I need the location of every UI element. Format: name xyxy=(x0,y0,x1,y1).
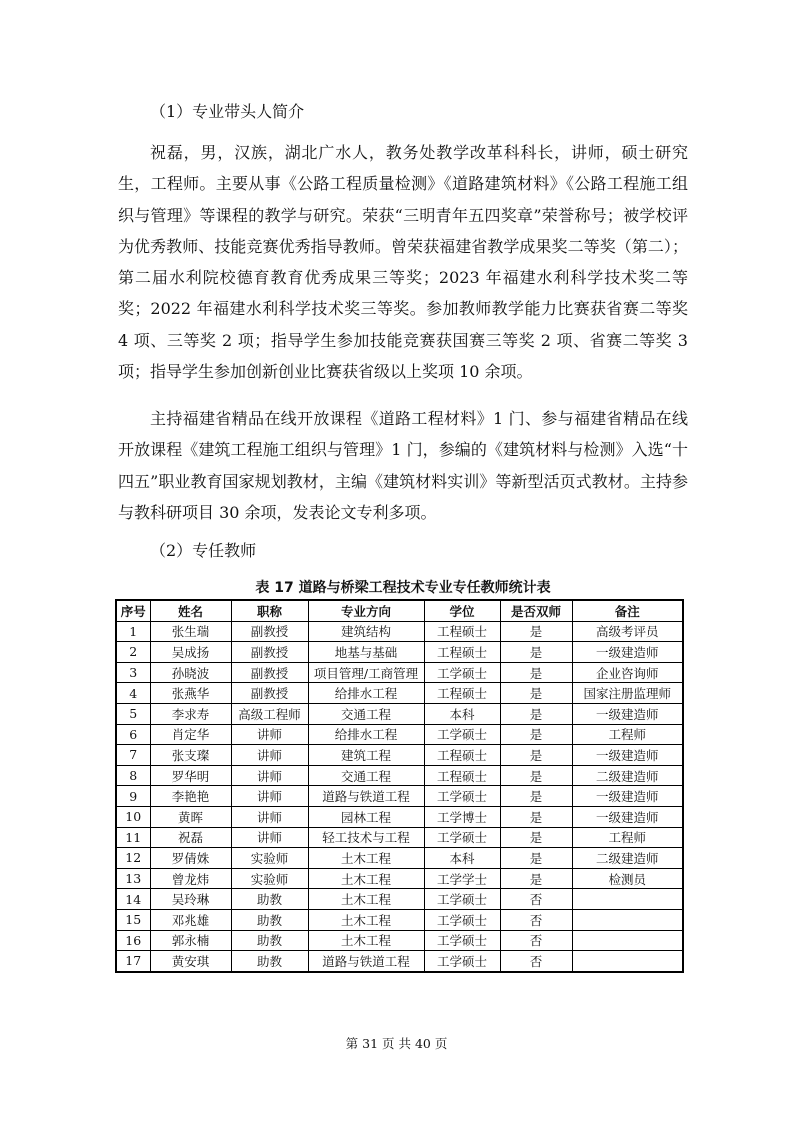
table-cell: 6 xyxy=(116,724,150,745)
table-cell: 本科 xyxy=(424,703,500,724)
table-row xyxy=(116,951,683,972)
table-cell: 工学硕士 xyxy=(424,724,500,745)
table-cell: 是 xyxy=(500,848,572,869)
table-row xyxy=(116,724,683,745)
table-cell: 是 xyxy=(500,642,572,663)
table-row xyxy=(116,642,683,663)
table-row xyxy=(116,848,683,869)
table-cell: 项目管理/工商管理 xyxy=(308,662,424,683)
table-cell: 10 xyxy=(116,806,150,827)
table-cell: 工学博士 xyxy=(424,806,500,827)
table-cell: 是 xyxy=(500,806,572,827)
table-cell: 曾龙炜 xyxy=(150,868,231,889)
table-cell: 黄晖 xyxy=(150,806,231,827)
table-cell: 道路与铁道工程 xyxy=(308,951,424,972)
table-cell: 工学学士 xyxy=(424,868,500,889)
table-row xyxy=(116,889,683,910)
table-cell: 否 xyxy=(500,889,572,910)
table-cell: 副教授 xyxy=(231,662,308,683)
table-cell: 否 xyxy=(500,930,572,951)
table-cell: 工学硕士 xyxy=(424,662,500,683)
table-cell: 黄安琪 xyxy=(150,951,231,972)
table-cell: 企业咨询师 xyxy=(572,662,683,683)
table-row xyxy=(116,765,683,786)
table-cell: 助教 xyxy=(231,930,308,951)
table-header-cell: 是否双师 xyxy=(500,600,572,621)
table-header-cell: 序号 xyxy=(116,600,150,621)
table-cell: 讲师 xyxy=(231,765,308,786)
table-cell: 是 xyxy=(500,662,572,683)
table-cell: 建筑结构 xyxy=(308,621,424,642)
table-cell: 土木工程 xyxy=(308,889,424,910)
table-cell: 工学硕士 xyxy=(424,951,500,972)
table-header-cell: 学位 xyxy=(424,600,500,621)
table-cell: 实验师 xyxy=(231,868,308,889)
table-cell xyxy=(572,951,683,972)
table-cell: 是 xyxy=(500,745,572,766)
table-cell xyxy=(572,930,683,951)
table-cell: 建筑工程 xyxy=(308,745,424,766)
table-header-cell: 专业方向 xyxy=(308,600,424,621)
table-cell: 国家注册监理师 xyxy=(572,683,683,704)
table-cell: 二级建造师 xyxy=(572,848,683,869)
table-cell: 工程硕士 xyxy=(424,621,500,642)
table-cell: 罗倩姝 xyxy=(150,848,231,869)
table-cell: 11 xyxy=(116,827,150,848)
table-cell: 讲师 xyxy=(231,827,308,848)
table-cell: 1 xyxy=(116,621,150,642)
table-cell: 是 xyxy=(500,724,572,745)
table-cell: 工程硕士 xyxy=(424,745,500,766)
table-cell: 交通工程 xyxy=(308,765,424,786)
table-cell: 讲师 xyxy=(231,745,308,766)
page-footer: 第 31 页 共 40 页 xyxy=(345,1036,448,1051)
table-cell: 轻工技术与工程 xyxy=(308,827,424,848)
table-row xyxy=(116,806,683,827)
table-caption: 表 17 道路与桥梁工程技术专业专任教师统计表 xyxy=(255,580,551,596)
table-cell: 工学硕士 xyxy=(424,930,500,951)
table-cell: 孙晓波 xyxy=(150,662,231,683)
table-cell: 肖定华 xyxy=(150,724,231,745)
table-cell: 土木工程 xyxy=(308,868,424,889)
table-cell: 一级建造师 xyxy=(572,745,683,766)
table-cell: 否 xyxy=(500,951,572,972)
table-cell: 讲师 xyxy=(231,724,308,745)
table-cell: 李求寿 xyxy=(150,703,231,724)
table-cell: 园林工程 xyxy=(308,806,424,827)
table-cell: 副教授 xyxy=(231,621,308,642)
table-cell: 工程硕士 xyxy=(424,683,500,704)
table-cell: 助教 xyxy=(231,909,308,930)
table-cell: 是 xyxy=(500,868,572,889)
table-row xyxy=(116,683,683,704)
table-cell: 实验师 xyxy=(231,848,308,869)
table-cell: 工学硕士 xyxy=(424,909,500,930)
table-cell: 工学硕士 xyxy=(424,786,500,807)
table-cell: 一级建造师 xyxy=(572,703,683,724)
leader-bio-paragraph: 祝磊，男，汉族，湖北广水人，教务处教学改革科科长，讲师，硕士研究生，工程师。主要从事《公路工程质量检测》《道路建筑材料》《公路工程施工组织与管理》等课程的教学与研究。荣获“三明青年五四奖章”荣誉称号；被学校评为优秀教师、技能竞赛优秀指导教师。曾荣获福建省教学成果奖二等奖（第二）；第二届水利院校德育教育优秀成果三等奖；2023 年福建水利科学技术奖二等奖；2022 年福建水利科学技术奖三等奖。参加教师教学能力比赛获省赛二等奖 4 项、三等奖 2 项；指导学生参加技能竞赛获国赛三等奖 2 项、省赛二等奖 3 项；指导学生参加创新创业比赛获省级以上奖项 10 余项。 xyxy=(118,143,688,382)
table-cell: 16 xyxy=(116,930,150,951)
table-cell: 助教 xyxy=(231,889,308,910)
table-cell: 李艳艳 xyxy=(150,786,231,807)
table-row xyxy=(116,909,683,930)
table-row xyxy=(116,827,683,848)
table-cell: 是 xyxy=(500,827,572,848)
table-cell: 是 xyxy=(500,683,572,704)
table-cell: 高级工程师 xyxy=(231,703,308,724)
table-cell: 检测员 xyxy=(572,868,683,889)
table-cell: 高级考评员 xyxy=(572,621,683,642)
table-cell: 一级建造师 xyxy=(572,806,683,827)
table-row xyxy=(116,868,683,889)
table-cell: 是 xyxy=(500,621,572,642)
table-cell: 工程师 xyxy=(572,724,683,745)
table-cell: 7 xyxy=(116,745,150,766)
table-cell: 3 xyxy=(116,662,150,683)
table-row xyxy=(116,786,683,807)
table-cell: 工学硕士 xyxy=(424,827,500,848)
table-cell: 是 xyxy=(500,703,572,724)
table-cell: 土木工程 xyxy=(308,909,424,930)
table-cell: 9 xyxy=(116,786,150,807)
table-header-cell: 姓名 xyxy=(150,600,231,621)
table-cell: 讲师 xyxy=(231,786,308,807)
table-cell: 12 xyxy=(116,848,150,869)
table-cell: 张生瑞 xyxy=(150,621,231,642)
table-cell xyxy=(572,909,683,930)
table-cell: 罗华明 xyxy=(150,765,231,786)
table-cell xyxy=(572,889,683,910)
table-cell: 郭永楠 xyxy=(150,930,231,951)
table-cell: 2 xyxy=(116,642,150,663)
table-cell: 是 xyxy=(500,765,572,786)
table-cell: 14 xyxy=(116,889,150,910)
section-heading-teachers: （2）专任教师 xyxy=(150,541,257,560)
table-cell: 5 xyxy=(116,703,150,724)
table-cell: 土木工程 xyxy=(308,930,424,951)
table-cell: 一级建造师 xyxy=(572,786,683,807)
table-cell: 4 xyxy=(116,683,150,704)
table-cell: 15 xyxy=(116,909,150,930)
table-cell: 13 xyxy=(116,868,150,889)
table-row xyxy=(116,662,683,683)
table-row xyxy=(116,930,683,951)
section-heading-leader: （1）专业带头人简介 xyxy=(150,102,305,121)
table-cell: 副教授 xyxy=(231,683,308,704)
table-row xyxy=(116,621,683,642)
table-cell: 吴成扬 xyxy=(150,642,231,663)
table-cell: 一级建造师 xyxy=(572,642,683,663)
table-cell: 否 xyxy=(500,909,572,930)
table-header-cell: 备注 xyxy=(572,600,683,621)
table-cell: 土木工程 xyxy=(308,848,424,869)
table-header-row xyxy=(116,600,683,621)
teacher-statistics-table xyxy=(115,599,684,973)
table-cell: 道路与铁道工程 xyxy=(308,786,424,807)
table-cell: 张燕华 xyxy=(150,683,231,704)
table-cell: 二级建造师 xyxy=(572,765,683,786)
table-body xyxy=(116,621,683,972)
table-cell: 8 xyxy=(116,765,150,786)
table-cell: 工程硕士 xyxy=(424,642,500,663)
table-cell: 给排水工程 xyxy=(308,724,424,745)
leader-achievements-paragraph: 主持福建省精品在线开放课程《道路工程材料》1 门、参与福建省精品在线开放课程《建筑工程施工组织与管理》1 门，参编的《建筑材料与检测》入选“十四五”职业教育国家规划教材，主编《建筑材料实训》等新型活页式教材。主持参与教科研项目 30 余项，发表论文专利多项。 xyxy=(118,409,688,522)
table-cell: 17 xyxy=(116,951,150,972)
table-cell: 工学硕士 xyxy=(424,889,500,910)
table-cell: 工程师 xyxy=(572,827,683,848)
table-cell: 交通工程 xyxy=(308,703,424,724)
table-cell: 张支璨 xyxy=(150,745,231,766)
table-cell: 是 xyxy=(500,786,572,807)
table-header-cell: 职称 xyxy=(231,600,308,621)
table-cell: 祝磊 xyxy=(150,827,231,848)
table-cell: 助教 xyxy=(231,951,308,972)
table-cell: 邓兆雄 xyxy=(150,909,231,930)
table-cell: 地基与基础 xyxy=(308,642,424,663)
table-cell: 工程硕士 xyxy=(424,765,500,786)
table-row xyxy=(116,745,683,766)
table-cell: 本科 xyxy=(424,848,500,869)
table-cell: 吴玲琳 xyxy=(150,889,231,910)
table-cell: 副教授 xyxy=(231,642,308,663)
table-cell: 给排水工程 xyxy=(308,683,424,704)
table-cell: 讲师 xyxy=(231,806,308,827)
table-row xyxy=(116,703,683,724)
